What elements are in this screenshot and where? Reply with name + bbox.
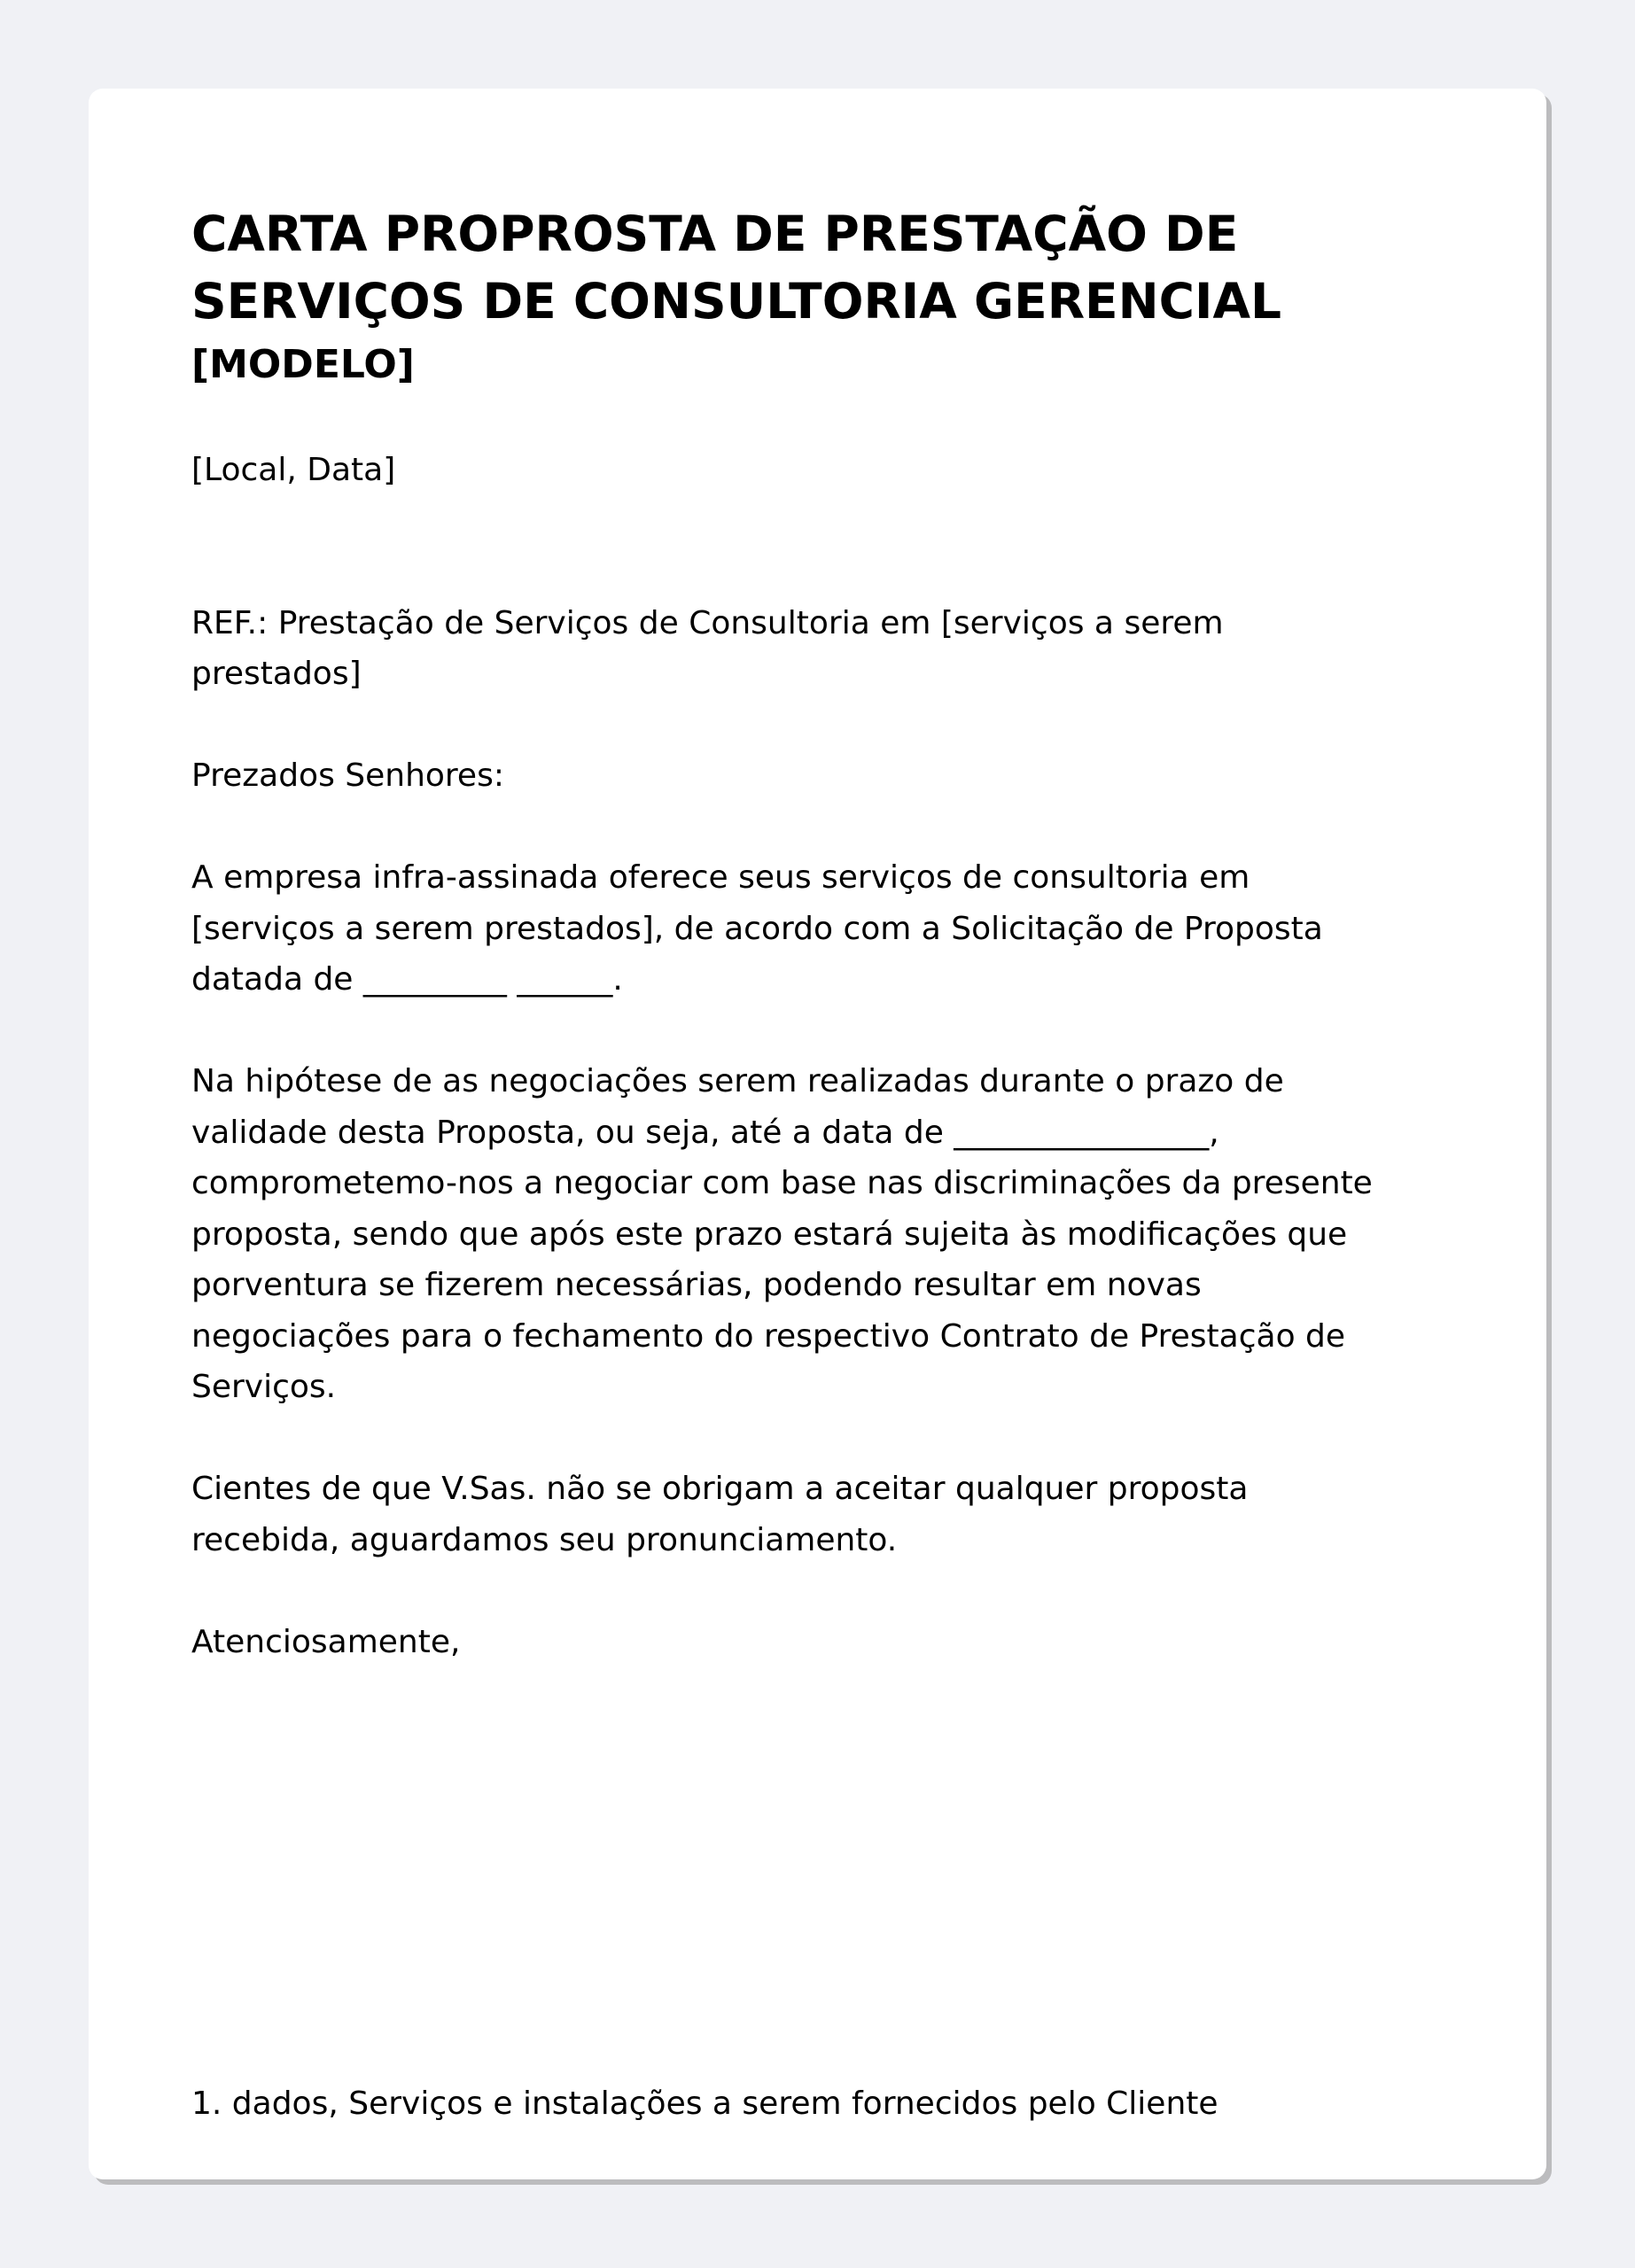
paragraph-line: Cientes de que V.Sas. não se obrigam a aceitar qualquer proposta — [191, 1471, 1249, 1507]
paragraph-line: recebida, aguardamos seu pronunciamento. — [191, 1521, 898, 1558]
salutation — [191, 750, 1444, 802]
paragraph-line: proposta, sendo que após este prazo estará sujeita às modificações que — [191, 1216, 1348, 1253]
document-card — [89, 89, 1546, 2179]
paragraph-line: Na hipótese de as negociações serem realizadas durante o prazo de — [191, 1063, 1284, 1099]
reference-text: prestados] — [191, 656, 362, 692]
paragraph-line: A empresa infra-assinada oferece seus serviços de consultoria em — [191, 859, 1250, 896]
paragraph-offer — [191, 852, 1444, 1006]
footnote: 1. dados, Serviços e instalações a serem fornecidos pelo Cliente — [191, 2085, 1218, 2122]
place-date-text: [Local, Data] — [191, 452, 396, 488]
paragraph-line: [serviços a serem prestados], de acordo com a Solicitação de Proposta — [191, 910, 1323, 947]
title-line: CARTA PROPROSTA DE PRESTAÇÃO DE — [191, 206, 1239, 262]
paragraph-line: comprometemo-nos a negociar com base nas discriminações da presente — [191, 1165, 1373, 1201]
paragraph-line: validade desta Proposta, ou seja, até a data de ________________, — [191, 1114, 1219, 1151]
reference-text: REF.: Prestação de Serviços de Consultoria em [serviços a serem — [191, 604, 1224, 641]
sign-off-text: Atenciosamente, — [191, 1623, 461, 1660]
paragraph-line: negociações para o fechamento do respectivo Contrato de Prestação de — [191, 1317, 1346, 1355]
title-line: SERVIÇOS DE CONSULTORIA GERENCIAL — [191, 273, 1282, 330]
paragraph-line: datada de _________ ______. — [191, 961, 623, 998]
document-subtitle: [MODELO] — [191, 342, 415, 387]
document-body — [191, 445, 1444, 1667]
paragraph-validity — [191, 1056, 1444, 1413]
sign-off — [191, 1617, 1444, 1668]
paragraph-line: Serviços. — [191, 1369, 337, 1405]
reference-line — [191, 598, 1444, 700]
paragraph-line: porventura se fizerem necessárias, podendo resultar em novas — [191, 1267, 1202, 1303]
place-date — [191, 445, 1444, 496]
paragraph-closing — [191, 1464, 1444, 1565]
salutation-text: Prezados Senhores: — [191, 757, 504, 794]
document-title — [191, 200, 1444, 335]
